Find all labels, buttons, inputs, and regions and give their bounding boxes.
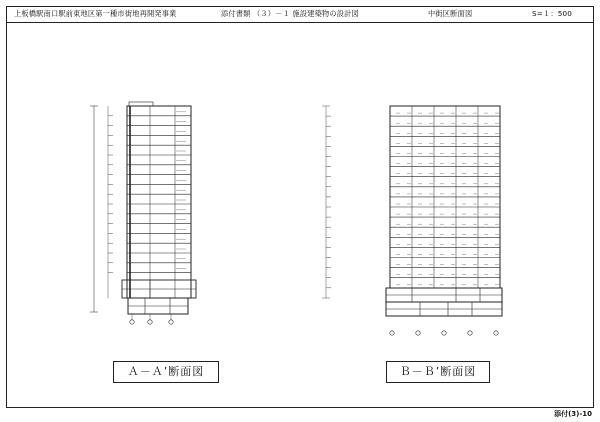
page-number: 添付(3)-10 [554,410,592,418]
section-a-drawing [90,102,196,324]
document-title: 添付書類 （３）－１ 施設建築物の設計図 [221,9,359,18]
scale-label: S=１：500 [532,9,573,18]
section-a-caption: Ａ－Ａ’断面図 [113,361,219,383]
project-title: 上板橋駅南口駅前東地区第一種市街地再開発事業 [14,9,177,18]
drawing-title: 中街区断面図 [428,9,473,18]
section-b-caption: Ｂ－Ｂ’断面図 [386,361,490,383]
section-b-drawing [322,106,502,335]
